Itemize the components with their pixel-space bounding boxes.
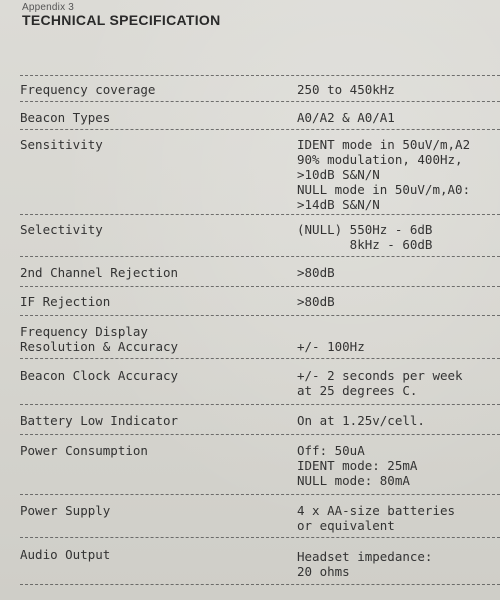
divider	[20, 315, 500, 316]
spec-value-beacon-clock-accuracy: +/- 2 seconds per week at 25 degrees C.	[297, 368, 463, 398]
spec-value-battery-low-indicator: On at 1.25v/cell.	[297, 413, 425, 428]
divider	[20, 75, 500, 76]
divider	[20, 286, 500, 287]
spec-value-beacon-types: A0/A2 & A0/A1	[297, 110, 395, 125]
appendix-label: Appendix 3	[22, 2, 75, 13]
divider	[20, 214, 500, 215]
spec-label-beacon-types: Beacon Types	[20, 110, 111, 125]
spec-value-power-consumption: Off: 50uA IDENT mode: 25mA NULL mode: 80mA	[297, 443, 418, 488]
spec-value-2nd-channel-rejection: >80dB	[297, 265, 335, 280]
divider	[20, 101, 500, 102]
spec-label-sensitivity: Sensitivity	[20, 137, 103, 152]
divider	[20, 358, 500, 359]
spec-value-audio-output: Headset impedance: 20 ohms	[297, 549, 433, 579]
divider	[20, 434, 500, 435]
spec-value-selectivity: (NULL) 550Hz - 6dB 8kHz - 60dB	[297, 222, 433, 252]
spec-label-audio-output: Audio Output	[20, 547, 111, 562]
spec-value-if-rejection: >80dB	[297, 294, 335, 309]
page-title: TECHNICAL SPECIFICATION	[22, 12, 221, 28]
divider	[20, 494, 500, 495]
spec-label-power-supply: Power Supply	[20, 503, 111, 518]
spec-value-power-supply: 4 x AA-size batteries or equivalent	[297, 503, 456, 533]
divider	[20, 404, 500, 405]
spec-label-frequency-coverage: Frequency coverage	[20, 82, 156, 97]
divider	[20, 537, 500, 538]
spec-label-selectivity: Selectivity	[20, 222, 103, 237]
spec-label-frequency-display: Frequency Display Resolution & Accuracy	[20, 324, 179, 354]
spec-label-battery-low-indicator: Battery Low Indicator	[20, 413, 179, 428]
spec-label-power-consumption: Power Consumption	[20, 443, 148, 458]
spec-value-sensitivity: IDENT mode in 50uV/m,A2 90% modulation, 400Hz, >10dB S&N/N NULL mode in 50uV/m,A0: >14dB S&N/N	[297, 137, 471, 212]
spec-value-frequency-display: +/- 100Hz	[297, 339, 365, 354]
divider	[20, 129, 500, 130]
divider	[20, 584, 500, 585]
divider	[20, 256, 500, 257]
spec-label-beacon-clock-accuracy: Beacon Clock Accuracy	[20, 368, 179, 383]
spec-label-if-rejection: IF Rejection	[20, 294, 111, 309]
spec-label-2nd-channel-rejection: 2nd Channel Rejection	[20, 265, 179, 280]
spec-value-frequency-coverage: 250 to 450kHz	[297, 82, 395, 97]
